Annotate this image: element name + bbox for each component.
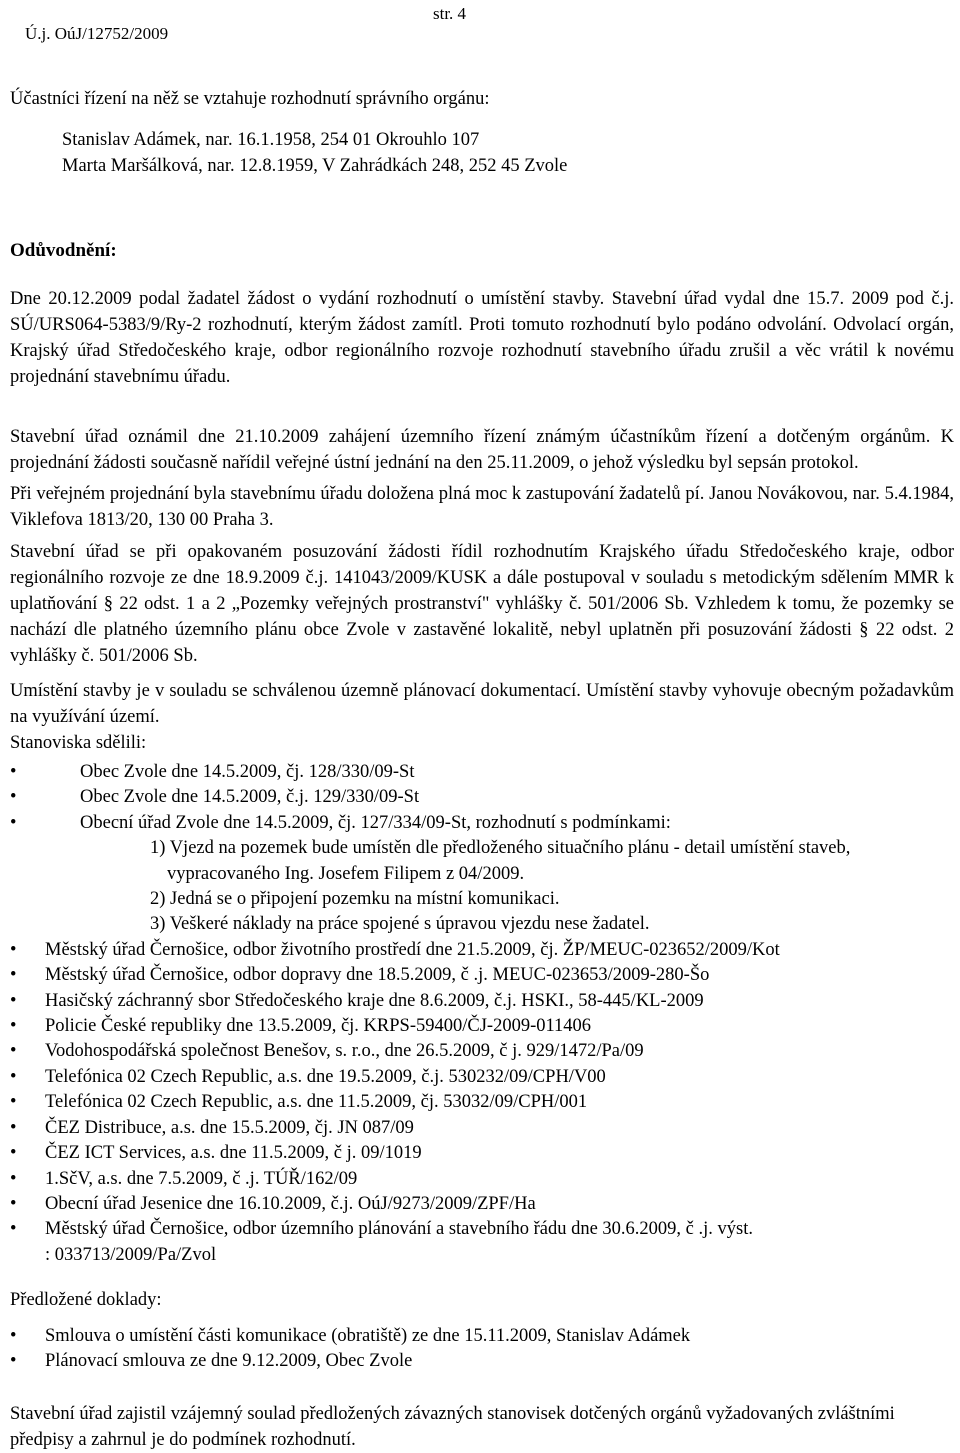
bullet-icon: • — [10, 787, 17, 808]
participant-line: Marta Maršálková, nar. 12.8.1959, V Zahrádkách 248, 252 45 Zvole — [62, 156, 568, 176]
condition-line: 3) Veškeré náklady na práce spojené s úpravou vjezdu nese žadatel. — [150, 914, 650, 935]
bullet-icon: • — [10, 1351, 17, 1372]
list-item — [10, 1217, 954, 1242]
document-reference: Ú.j. OúJ/12752/2009 — [25, 24, 169, 43]
page-header — [8, 4, 467, 84]
reasoning-text-5: Umístění stavby je v souladu se schválenou územně plánovací dokumentací. Umístění stavby vyhovuje obecným požadavkům na využívání území. — [10, 681, 954, 727]
bullet-icon: • — [10, 1092, 17, 1113]
list-item — [10, 760, 954, 785]
bullet-icon: • — [10, 1193, 17, 1214]
list-item — [10, 1324, 954, 1349]
participant-line: Stanislav Adámek, nar. 16.1.1958, 254 01 Okrouhlo 107 — [62, 130, 480, 150]
statement-text: Policie České republiky dne 13.5.2009, čj. KRPS-59400/ČJ-2009-011406 — [45, 1016, 592, 1037]
list-item — [10, 938, 954, 963]
statement-text: Městský úřad Černošice, odbor životního prostředí dne 21.5.2009, čj. ŽP/MEUC-023652/2009/Kot — [45, 939, 780, 960]
statement-text: Obecní úřad Jesenice dne 16.10.2009, č.j. OúJ/9273/2009/ZPF/Ha — [45, 1193, 536, 1214]
bullet-icon: • — [10, 1041, 17, 1062]
participants-list — [10, 127, 954, 179]
reasoning-paragraph-3 — [10, 481, 954, 533]
statements-list-first — [10, 760, 954, 836]
list-item — [10, 1014, 954, 1039]
bullet-icon: • — [10, 965, 17, 986]
list-item — [10, 1090, 954, 1115]
statement-text: Obec Zvole dne 14.5.2009, čj. 128/330/09-St — [80, 762, 415, 782]
statement-text: Obec Zvole dne 14.5.2009, č.j. 129/330/09-St — [80, 787, 420, 808]
reasoning-heading-wrap — [10, 238, 954, 264]
closing-text: Stavební úřad zajistil vzájemný soulad předložených závazných stanovisek dotčených orgánů vyžadovaných zvláštními předpisy a zahrnul je do podmínek rozhodnutí. — [10, 1404, 895, 1450]
bullet-icon: • — [10, 812, 17, 833]
statement-text: Telefónica 02 Czech Republic, a.s. dne 11.5.2009, čj. 53032/09/CPH/001 — [45, 1092, 588, 1113]
bullet-icon: • — [10, 939, 17, 960]
list-item — [10, 1192, 954, 1217]
documents-ul — [10, 1324, 954, 1375]
reasoning-paragraph-1 — [10, 286, 954, 390]
list-item — [10, 1039, 954, 1064]
list-item — [10, 1167, 954, 1192]
condition-line: vypracovaného Ing. Josefem Filipem z 04/2009. — [167, 863, 525, 884]
documents-heading: Předložené doklady: — [10, 1290, 162, 1310]
document-item-text: Smlouva o umístění části komunikace (obratiště) ze dne 15.11.2009, Stanislav Adámek — [45, 1326, 691, 1346]
list-item — [10, 1141, 954, 1166]
statement-text: Vodohospodářská společnost Benešov, s. r.o., dne 26.5.2009, č j. 929/1472/Pa/09 — [45, 1041, 644, 1062]
list-item — [10, 1349, 954, 1374]
bullet-icon: • — [10, 1326, 17, 1346]
statement-text: Obecní úřad Zvole dne 14.5.2009, čj. 127/334/09-St, rozhodnutí s podmínkami: — [80, 812, 671, 833]
reasoning-text-3: Při veřejném projednání byla stavebnímu úřadu doložena plná moc k zastupování žadatelů pí. Janou Novákovou, nar. 5.4.1984, Viklefova 1813/20, 130 00 Praha 3. — [10, 484, 954, 530]
participants-heading: Účastníci řízení na něž se vztahuje rozhodnutí správního orgánu: — [10, 89, 490, 109]
statement-text: 1.SčV, a.s. dne 7.5.2009, č .j. TÚŘ/162/09 — [45, 1168, 358, 1189]
reasoning-paragraph-2 — [10, 424, 954, 476]
documents-section — [10, 1287, 954, 1313]
statements-heading: Stanoviska sdělili: — [10, 733, 147, 753]
bullet-icon: • — [10, 1143, 17, 1164]
statement-continuation: : 033713/2009/Pa/Zvol — [45, 1244, 217, 1265]
reasoning-heading: Odůvodnění: — [10, 240, 117, 261]
statements-list-second — [10, 938, 954, 1243]
statement-text: Městský úřad Černošice, odbor dopravy dne 18.5.2009, č .j. MEUC-023653/2009-280-Šo — [45, 965, 710, 986]
bullet-icon: • — [10, 1219, 17, 1240]
bullet-icon: • — [10, 1066, 17, 1087]
list-item — [10, 989, 954, 1014]
bullet-icon: • — [10, 762, 17, 782]
document-item-text: Plánovací smlouva ze dne 9.12.2009, Obec Zvole — [45, 1351, 413, 1372]
reasoning-paragraph-5 — [10, 678, 954, 756]
reasoning-paragraph-4 — [10, 539, 954, 669]
bullet-icon: • — [10, 1168, 17, 1189]
reasoning-text-2: Stavební úřad oznámil dne 21.10.2009 zahájení územního řízení známým účastníkům řízení a dotčeným orgánům. K projednání žádosti současně nařídil veřejné ústní jednání na den 25.11.2009, o jehož výsledku byl sepsán protokol. — [10, 427, 954, 473]
statement-text: Telefónica 02 Czech Republic, a.s. dne 19.5.2009, č.j. 530232/09/CPH/V00 — [45, 1066, 606, 1087]
reasoning-text-4: Stavební úřad se při opakovaném posuzování žádosti řídil rozhodnutím Krajského úřadu Středočeského kraje, odbor regionálního rozvoje ze dne 18.9.2009 č.j. 141043/2009/KUSK a dále postupoval v souladu s metodickým sdělením MMR k uplatňování § 22 odst. 1 a 2 „Pozemky veřejných prostranství" vyhlášky č. 501/2006 Sb. Vzhledem k tomu, že pozemky se nachází dle platného územního plánu obce Zvole v zastavěné lokalitě, nebyl uplatněn při posuzování žádosti § 22 odst. 2 vyhlášky č. 501/2006 Sb. — [10, 542, 954, 666]
bullet-icon: • — [10, 1016, 17, 1037]
statement-text: ČEZ ICT Services, a.s. dne 11.5.2009, č j. 09/1019 — [45, 1143, 422, 1164]
documents-list — [10, 1324, 954, 1375]
reasoning-text-1: Dne 20.12.2009 podal žadatel žádost o vydání rozhodnutí o umístění stavby. Stavební úřad vydal dne 15.7. 2009 pod č.j. SÚ/URS064-5383/9/Ry-2 rozhodnutí, kterým žádost zamítl. Proti tomuto rozhodnutí bylo podáno odvolání. Odvolací orgán, Krajský úřad Středočeského kraje, odbor regionálního rozvoje rozhodnutí stavebního úřadu zrušil a věc vrátil k novému projednání stavebnímu úřadu. — [10, 289, 954, 387]
statements-list — [10, 760, 954, 1268]
list-item — [10, 1065, 954, 1090]
list-item — [10, 811, 954, 836]
page-number: str. 4 — [433, 4, 467, 23]
statement-text: Městský úřad Černošice, odbor územního plánování a stavebního řádu dne 30.6.2009, č .j. výst. — [45, 1219, 753, 1240]
bullet-icon: • — [10, 1117, 17, 1138]
list-item — [10, 963, 954, 988]
bullet-icon: • — [10, 990, 17, 1011]
statement-text: ČEZ Distribuce, a.s. dne 15.5.2009, čj. JN 087/09 — [45, 1117, 414, 1138]
list-item — [10, 785, 954, 810]
list-item — [10, 1116, 954, 1141]
condition-line: 2) Jedná se o připojení pozemku na místní komunikaci. — [150, 889, 560, 910]
participants-section — [10, 86, 954, 112]
statement-text: Hasičský záchranný sbor Středočeského kraje dne 8.6.2009, č.j. HSKI., 58-445/KL-2009 — [45, 990, 704, 1011]
closing-paragraph — [10, 1401, 954, 1453]
condition-line: 1) Vjezd na pozemek bude umístěn dle předloženého situačního plánu - detail umístění staveb, — [150, 838, 851, 859]
